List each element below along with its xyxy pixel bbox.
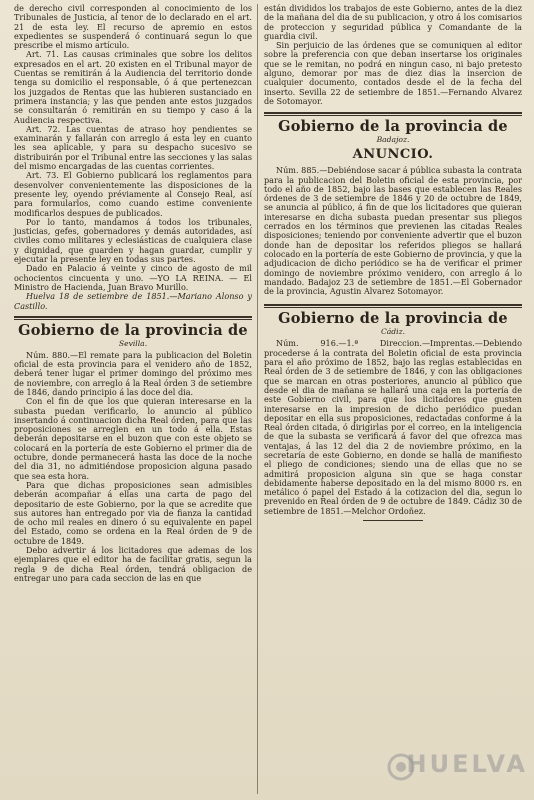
paragraph: Art. 73. El Gobierno publicará los reglamentos para desenvolver convenientemente las disposiciones de la presente ley, oyendo préviamente al Consejo Real, así para formularlos, como cuando estime conveniente modificarlos despues de publicados. — [14, 170, 252, 218]
section-rule — [264, 112, 522, 114]
end-rule — [363, 520, 423, 521]
section-subtitle: Badajoz. — [376, 135, 410, 145]
section-rule — [264, 307, 522, 308]
section-rule — [264, 304, 522, 306]
section-title: Gobierno de la provincia de — [278, 118, 508, 136]
column-divider — [257, 4, 258, 794]
paragraph: Núm. 916.—1.ª Direccion.—Imprentas.—Debiendo procederse á la contrata del Boletin oficial de esta provincia para el año próximo de 1852, bajo las reglas establecidas en Real órden de 3 de setiembre de 1846, y con las obligaciones que se marcan en otras posteriores, anuncio al público que desde el dia de mañana se hallará una caja en la portería de este Gobierno civil, para que los licitadores que gusten interesarse en la impresion de dicho periódico puedan depositar en ella sus proposiciones, redactadas conforme á la Real órden citada, ó dirigirlas por el correo, en la inteligencia de que la subasta se verificará á favor del que ofrezca mas ventajas, á las 12 del dia 2 de noviembre próximo, en la secretaría de este Gobierno, en donde se halla de manifiesto el pliego de condiciones; siendo una de ellas que no se admitirá proposicion alguna sin que se haga constar debidamente haberse depositado en la del mismo 8000 rs. en metálico ó papel del Estado á la cotizacion del dia, segun lo prevenido en Real órden de 9 de octubre de 1849. Cádiz 30 de setiembre de 1851.—Melchor Ordoñez. — [264, 338, 522, 516]
paragraph: están divididos los trabajos de este Gobierno, antes de la diez de la mañana del dia de su publicacion, y otro á los comisarios de proteccion y seguridad pública y Comandante de la guardia civil. — [264, 3, 522, 41]
left-column — [14, 4, 252, 583]
section-title: Gobierno de la provincia de — [278, 310, 508, 328]
section-rule — [14, 316, 252, 318]
paragraph: Debo advertir á los licitadores que ademas de los ejemplares que el editor ha de facilitar gratis, segun la regla 9 de dicha Real órden, tendrá obligacion de entregar uno para cada seccion de las en que — [14, 545, 252, 583]
paragraph: Con el fin de que los que quieran interesarse en la subasta puedan verificarlo, lo anuncio al público insertando á continuacion dicha Real órden, para que las proposiciones se arreglen en un todo á ella. Estas deberán depositarse en el buzon que con este objeto se colocará en la portería de este Gobierno el primer dia de octubre, donde permanecerá hasta las doce de la noche del dia 31, no admitiéndose proposicion alguna pasado que sea esta hora. — [14, 396, 252, 481]
right-column — [264, 4, 522, 525]
section-rule — [14, 319, 252, 320]
paragraph: Sin perjuicio de las órdenes que se comuniquen al editor sobre la preferencia con que deban insertarse los originales que se le remitan, no podrá en ningun caso, ni bajo pretesto alguno, demorar por mas de diez dias la insercion de cualquier documento, contados desde el de la fecha del inserto. Sevilla 22 de setiembre de 1851.—Fernando Alvarez de Sotomayor. — [264, 40, 522, 106]
paragraph: Art. 72. Las cuentas de atraso hoy pendientes se examinarán y fallarán con arreglo á esta ley en cuanto les sea aplicable, y para su despacho sucesivo se distribuirán por el Tribunal entre las secciones y las salas del mismo encargadas de las cuentas corrientes. — [14, 123, 252, 172]
watermark: HUELVA — [406, 750, 528, 778]
section-subtitle: Sevilla. — [118, 338, 148, 348]
paragraph: Para que dichas proposiciones sean admisibles deberán acompañar á ellas una carta de pago del depositario de este Gobierno, por la que se acredite que sus autores han entregado por via de fianza la cantidad de ocho mil reales en dinero ó su equivalente en papel del Estado, como se ordena en la Real órden de 9 de octubre de 1849. — [14, 479, 252, 546]
paragraph: Por lo tanto, mandamos á todos los tribunales, justicias, gefes, gobernadores y demás autoridades, así civiles como militares y eclesiásticas de cualquiera clase y dignidad, que guarden y hagan guardar, cumplir y ejecutar la presente ley en todas sus partes. — [14, 216, 252, 265]
section-subtitle: Cádiz. — [380, 327, 406, 337]
paragraph: de derecho civil corresponden al conocimiento de los Tribunales de Justicia, al tenor de lo declarado en el art. 21 de esta ley. El recurso de apremio en estos expedientes se suspenderá ó continuará segun lo que prescribe el mismo artículo. — [14, 3, 252, 51]
paragraph: Núm. 885.—Debiéndose sacar á pública subasta la contrata para la publicacion del Boletin oficial de esta provincia, por todo el año de 1852, bajo las bases que establecen las Reales órdenes de 3 de setiembre de 1846 y 20 de octubre de 1849, se anuncia al público, á fin de que los licitadores que quieran interesarse en dicha subasta puedan presentar sus pliegos cerrados en los términos que previenen las citadas Reales disposiciones; teniendo por conveniente advertir que el buzon donde han de depositar los referidos pliegos se hallará colocado en la portería de este Gobierno de provincia, y que la adjudicacion de dicho periódico se ha de verificar el primer domingo de noviembre próximo venidero, con arreglo á lo mandado. Badajoz 23 de setiembre de 1851.—El Gobernador de la provincia, Agustin Alvarez Sotomayor. — [264, 165, 523, 297]
paragraph: Art. 71. Las causas criminales que sobre los delitos expresados en el art. 20 existen en el Tribunal mayor de Cuentas se remitirán á la Audiencia del territorio donde tenga su domicilio el responsable, ó á que pertenezcan los juzgados de Rentas que las hubieren sustanciado en primera instancia; y las que penden ante estos juzgados se consultarán ó remitirán en su tiempo y caso á la Audiencia respectiva. — [14, 49, 252, 125]
paragraph: Dado en Palacio á veinte y cinco de agosto de mil ochocientos cincuenta y uno. —YO LA REINA. — El Ministro de Hacienda, Juan Bravo Murillo. — [14, 263, 252, 292]
signature: Huelva 18 de setiembre de 1851.—Mariano Alonso y Castillo. — [14, 291, 252, 311]
section-rule — [264, 115, 522, 116]
paragraph: Núm. 880.—El remate para la publicacion del Boletin oficial de esta provincia para el venidero año de 1852, deberá tener lugar el primer domingo del próximo mes de noviembre, con arreglo á la Real órden 3 de setiembre de 1846, dando principio á las doce del dia. — [14, 349, 252, 397]
announcement-heading: ANUNCIO. — [352, 147, 434, 163]
section-title: Gobierno de la provincia de — [18, 321, 248, 339]
